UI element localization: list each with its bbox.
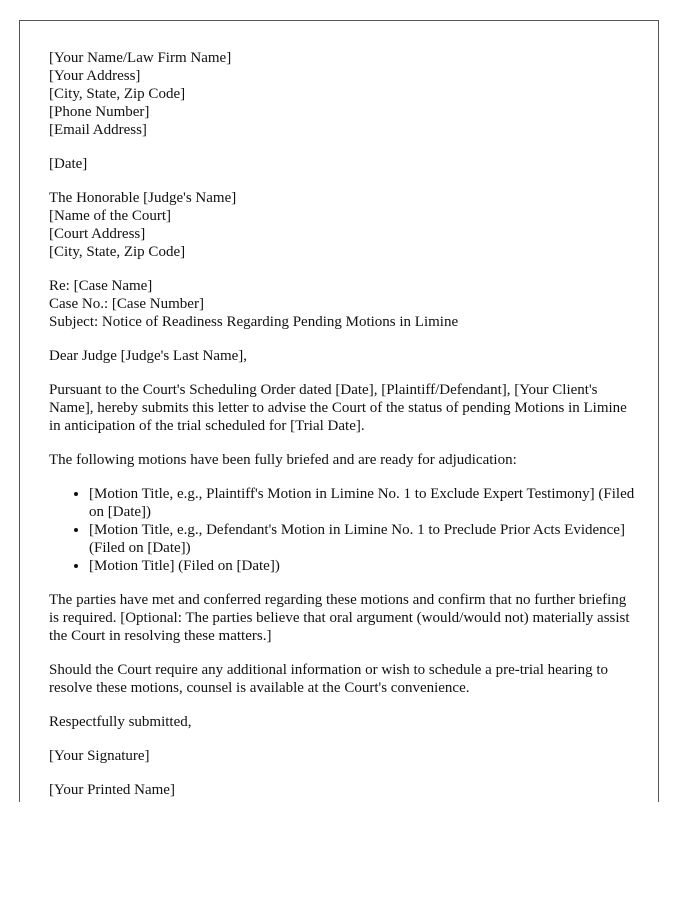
sender-name: [Your Name/Law Firm Name]	[49, 50, 232, 66]
salutation: Dear Judge [Judge's Last Name],	[49, 348, 248, 364]
recipient-address: [Court Address]	[49, 226, 146, 242]
sender-email: [Email Address]	[49, 122, 147, 138]
case-name: Re: [Case Name]	[49, 278, 153, 294]
case-number: Case No.: [Case Number]	[49, 296, 204, 312]
reference-block	[49, 277, 639, 331]
recipient-judge: The Honorable [Judge's Name]	[49, 190, 237, 206]
conferral-paragraph: The parties have met and conferred regarding these motions and confirm that no further briefing is required. [Optional: The parties believe that oral argument (would/would not) materially assist the Court in resolving these matters.]	[49, 592, 630, 644]
intro-paragraph: Pursuant to the Court's Scheduling Order dated [Date], [Plaintiff/Defendant], [Your Client's Name], hereby submits this letter to advise the Court of the status of pending Motions in Limine in anticipation of the trial scheduled for [Trial Date].	[49, 382, 627, 434]
letter-date: [Date]	[49, 156, 88, 172]
printed-name: [Your Printed Name]	[49, 782, 175, 798]
letter-content	[49, 49, 639, 802]
recipient-block	[49, 189, 639, 261]
closing-paragraph: Should the Court require any additional information or wish to schedule a pre-trial hearing to resolve these motions, counsel is available at the Court's convenience.	[49, 662, 609, 696]
motions-lead-paragraph: The following motions have been fully briefed and are ready for adjudication:	[49, 452, 517, 468]
sender-phone: [Phone Number]	[49, 104, 150, 120]
recipient-city-state-zip: [City, State, Zip Code]	[49, 244, 186, 260]
signoff-closing: Respectfully submitted,	[49, 714, 192, 730]
sender-block	[49, 49, 639, 139]
subject-line: Subject: Notice of Readiness Regarding Pending Motions in Limine	[49, 314, 459, 330]
list-item: • [Motion Title, e.g., Defendant's Motion in Limine No. 1 to Preclude Prior Acts Evidence] (Filed on [Date])	[89, 521, 639, 557]
motions-list	[49, 485, 639, 575]
sender-city-state-zip: [City, State, Zip Code]	[49, 86, 186, 102]
date-block	[49, 155, 639, 173]
letter-page	[19, 20, 659, 802]
list-item: • [Motion Title, e.g., Plaintiff's Motion in Limine No. 1 to Exclude Expert Testimony] (Filed on [Date])	[89, 485, 639, 521]
signature-placeholder: [Your Signature]	[49, 748, 150, 764]
sender-address: [Your Address]	[49, 68, 141, 84]
list-item: • [Motion Title] (Filed on [Date])	[89, 557, 639, 575]
recipient-court: [Name of the Court]	[49, 208, 172, 224]
